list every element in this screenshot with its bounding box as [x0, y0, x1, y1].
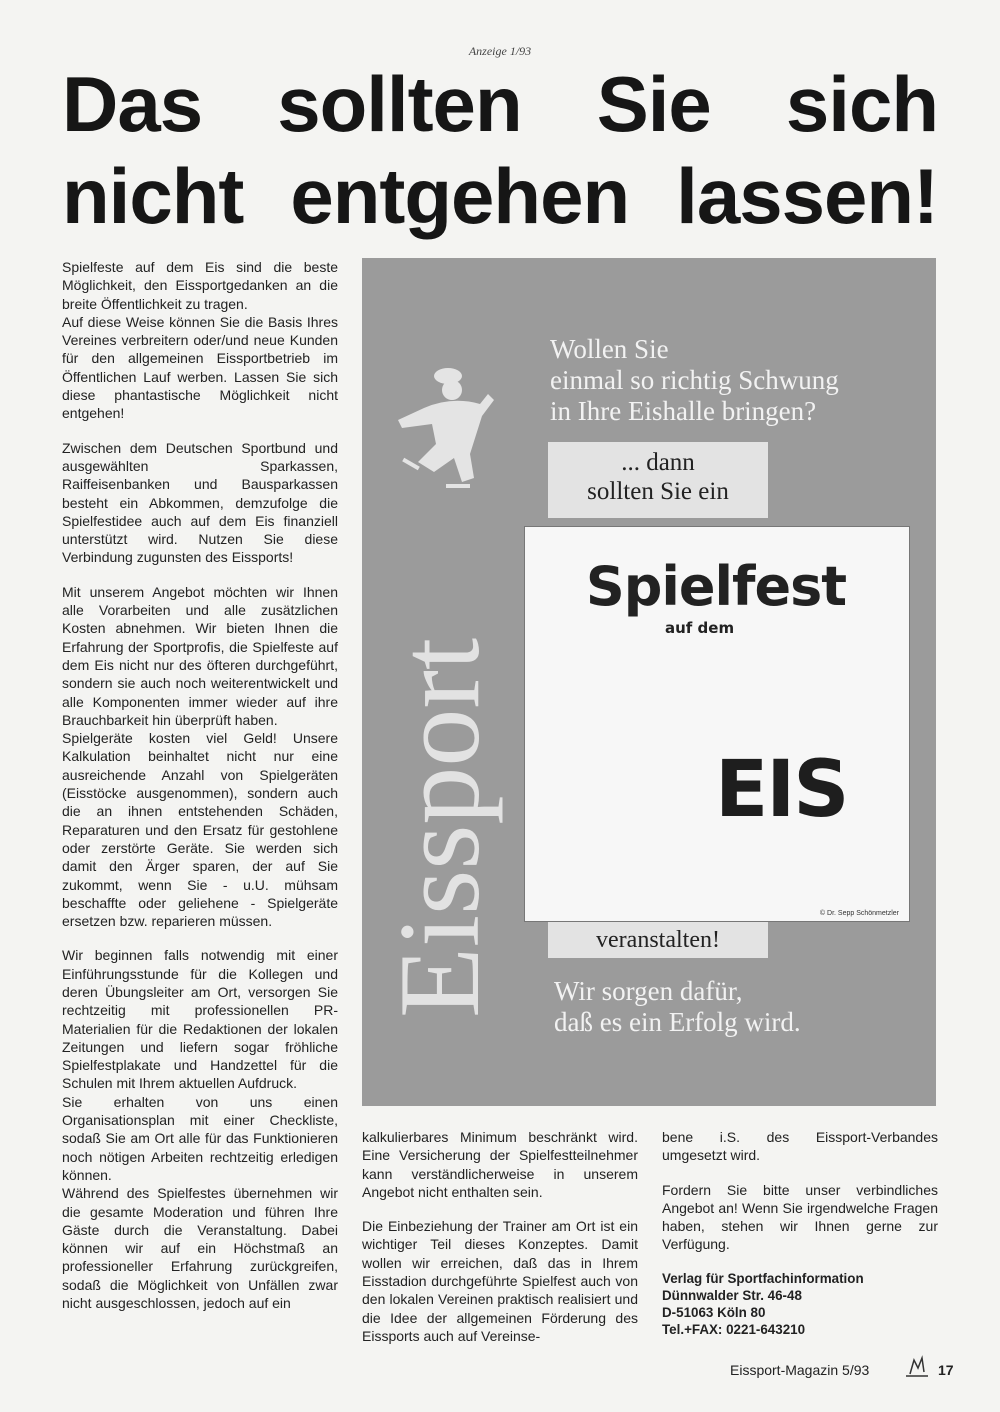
headline-line-1: Das sollten Sie sich	[62, 60, 938, 148]
paragraph: Auf diese Weise können Sie die Basis Ihres Vereines verbreitern oder/und neue Kunden für den allgemeinen Eissportbetrieb im Öffentlichen Lauf werben. Lassen Sie sich diese phantastische Möglichkeit nicht entgehen!	[62, 313, 338, 422]
poster-question-line: Wollen Sie	[550, 334, 669, 364]
box-top-line: ... dann	[621, 449, 695, 476]
poster-closing	[554, 976, 914, 1038]
spielfest-title: Spielfest	[585, 555, 847, 618]
headline-line-2: nicht entgehen lassen!	[62, 152, 938, 240]
right-column	[662, 1128, 938, 1338]
page-number: 17	[938, 1362, 954, 1378]
paragraph: Spielgeräte kosten viel Geld! Unsere Kalkulation beinhaltet nicht nur eine ausreichende Anzahl von Spielgeräten (Eisstöcke ausgenommen), sondern auch die an ihnen entstehenden Schäden, Reparaturen und den Ersatz für gestohlene oder zerstörte Geräte. Sie werden sich damit den Ärger sparen, der auf Sie zukommt, wenn Sie - u.U. mühsam beschaffte oder geliehene - Spielgeräte ersetzen bzw. reparieren müssen.	[62, 730, 338, 930]
publisher-address	[662, 1270, 938, 1338]
paragraph: Mit unserem Angebot möchten wir Ihnen alle Vorarbeiten und alle zusätzlichen Kosten abnehmen. Wir bieten Ihnen die Erfahrung der Sportprofis, die Spielfeste auf dem Eis nicht nur des öfteren durchgeführt, sondern sie auch noch weiterentwickelt und alle Komponenten immer wieder auf ihre Brauchbarkeit hin überprüft haben.	[62, 583, 338, 728]
paragraph: Spielfeste auf dem Eis sind die beste Möglichkeit, den Eissportgedanken an die breite Öffentlichkeit zu tragen.	[62, 259, 338, 312]
paragraph: Wir beginnen falls notwendig mit einer Einführungsstunde für die Kollegen und deren Übungsleiter am Ort, versorgen Sie rechtzeitig mit professionellen PR-Materialien für die Redaktionen der lokalen Zeitungen und liefern sogar fröhliche Spielfestplakate und Handzettel für die Schulen mit Ihrem aktuellen Aufdruck.	[62, 947, 338, 1092]
paragraph: Sie erhalten von uns einen Organisationsplan mit einer Checkliste, sodaß Sie am Ort alle für das Funktionieren noch nötigen Arbeiten rechtzeitig erledigen können.	[62, 1093, 338, 1183]
magazine-issue: Eissport-Magazin 5/93	[730, 1362, 870, 1378]
poster-question-line: in Ihre Eishalle bringen?	[550, 396, 817, 426]
vertical-eissport-wordmark: Eissport	[376, 637, 504, 1018]
paragraph: kalkulierbares Minimum beschränkt wird. Eine Versicherung der Spielfestteilnehmer kann verständlicherweise in unserem Angebot nicht enthalten sein.	[362, 1129, 638, 1200]
paragraph: Die Einbeziehung der Trainer am Ort ist ein wichtiger Teil dieses Konzeptes. Damit wollen wir erreichen, daß das in Ihrem Eisstadion durchgeführte Spielfest auch von den lokalen Vereinen praktisch realisiert und die Idee der allgemeinen Förderung des Eissports auch auf Vereinse-	[362, 1218, 638, 1344]
eis-title: EIS	[715, 745, 848, 835]
middle-column	[362, 1128, 638, 1345]
poster-closing-line: daß es ein Erfolg wird.	[554, 1007, 801, 1037]
address-line: Dünnwalder Str. 46-48	[662, 1287, 802, 1303]
paragraph: Während des Spielfestes übernehmen wir die gesamte Moderation und führen Ihre Gäste durch die Veranstaltung. Dabei können wir auf ein Höchstmaß an professioneller Erfahrung zurückgreifen, sodaß die Möglichkeit von Unfällen zwar nicht ausgeschlossen, jedoch auf ein	[62, 1185, 338, 1312]
left-column	[62, 258, 338, 1312]
paragraph: bene i.S. des Eissport-Verbandes umgesetzt wird.	[662, 1129, 938, 1164]
paragraph: Zwischen dem Deutschen Sportbund und ausgewählten Sparkassen, Raiffeisenbanken und Bausparkassen besteht ein Abkommen, demzufolge die Spielfestidee auch auf dem Eis finanziell unterstützt wird. Nutzen Sie diese Verbindung zugunsten des Eissports!	[62, 439, 338, 566]
address-line: Verlag für Sportfachinformation	[662, 1270, 864, 1286]
skater-silhouette-icon	[398, 368, 494, 488]
headline	[62, 58, 938, 242]
illustration-credit: © Dr. Sepp Schönmetzler	[819, 910, 899, 917]
box-top-line: sollten Sie ein	[587, 478, 729, 505]
poster-box-bottom: veranstalten!	[548, 922, 768, 958]
ad-kicker: Anzeige 1/93	[468, 44, 532, 58]
auf-dem-label: auf dem	[665, 619, 735, 637]
skater-logo-icon	[902, 1354, 932, 1380]
poster-box-top	[548, 442, 768, 518]
poster-question-line: einmal so richtig Schwung	[550, 365, 839, 395]
address-line: D-51063 Köln 80	[662, 1304, 766, 1320]
spielfest-panel	[524, 526, 910, 922]
poster-closing-line: Wir sorgen dafür,	[554, 976, 743, 1006]
page-footer	[730, 1362, 958, 1378]
advert-poster	[362, 258, 936, 1106]
address-line: Tel.+FAX: 0221-643210	[662, 1321, 806, 1337]
poster-question	[550, 334, 930, 427]
paragraph: Fordern Sie bitte unser verbindliches Angebot an! Wenn Sie irgendwelche Fragen haben, stehen wir Ihnen gerne zur Verfügung.	[662, 1181, 938, 1253]
